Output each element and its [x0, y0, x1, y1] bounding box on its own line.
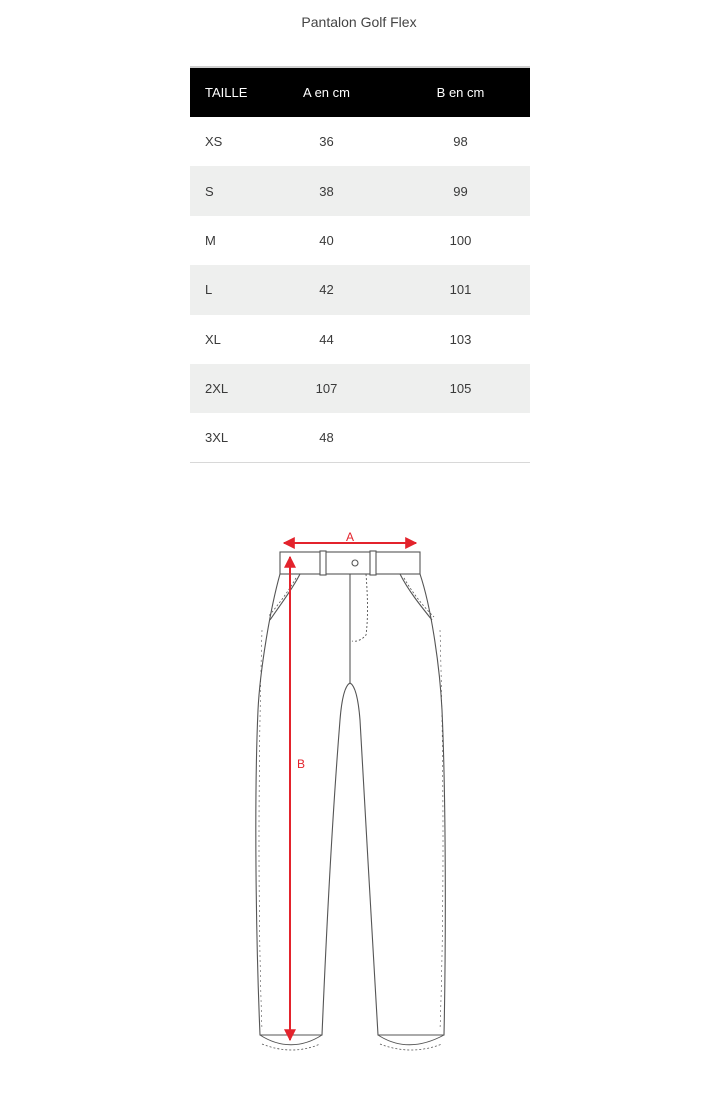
a-cell: 38 [319, 183, 334, 199]
label-a: A [345, 530, 355, 544]
table-row [190, 413, 530, 462]
size-cell: XL [205, 331, 221, 347]
b-cell: 99 [453, 183, 468, 199]
pants-measurement-diagram [240, 520, 470, 1060]
size-cell: XS [205, 134, 223, 150]
b-cell [391, 413, 530, 462]
page-title: Pantalon Golf Flex [301, 14, 417, 30]
b-cell: 101 [449, 282, 472, 298]
table-row [190, 315, 530, 364]
size-cell: 2XL [205, 381, 229, 397]
table-row [190, 166, 530, 215]
measurement-b [290, 557, 305, 1040]
a-cell: 36 [319, 134, 334, 150]
size-cell: L [205, 282, 213, 298]
a-cell: 48 [262, 413, 391, 462]
a-cell: 44 [319, 331, 334, 347]
a-cell: 107 [315, 381, 338, 397]
header-a: A en cm [262, 67, 391, 117]
table-row [190, 364, 530, 413]
size-cell: 3XL [190, 413, 262, 462]
b-cell: 100 [449, 232, 472, 248]
size-cell: S [205, 183, 214, 199]
header-size: TAILLE [190, 67, 262, 117]
label-b: B [297, 757, 306, 771]
table-row [190, 117, 530, 166]
b-cell: 98 [453, 134, 468, 150]
table-row [190, 216, 530, 265]
measurement-a [284, 530, 416, 544]
a-cell: 42 [319, 282, 334, 298]
header-b: B en cm [391, 67, 530, 117]
b-cell: 103 [449, 331, 472, 347]
size-chart-table [190, 66, 530, 463]
size-cell: M [205, 232, 216, 248]
pants-outline [256, 551, 445, 1050]
b-cell: 105 [449, 381, 472, 397]
a-cell: 40 [319, 232, 334, 248]
table-row [190, 265, 530, 314]
table-header-row [190, 67, 530, 117]
